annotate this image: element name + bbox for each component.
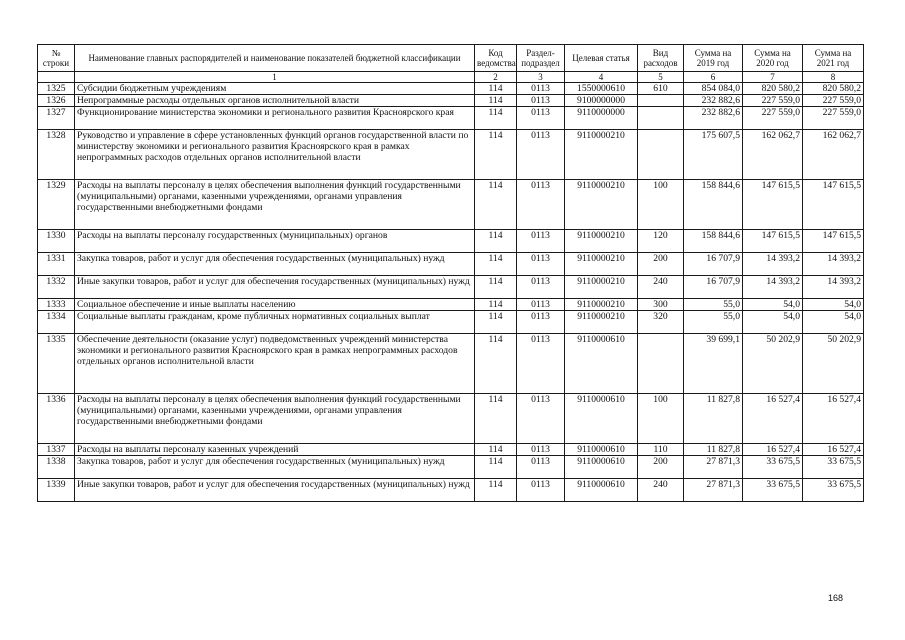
row-sum-2020: 227 559,0: [743, 95, 803, 107]
header-expense-type: Вид расходов: [638, 45, 684, 72]
row-target-article: 9110000210: [565, 230, 638, 253]
row-department-code: 114: [475, 444, 517, 456]
row-target-article: 9110000210: [565, 180, 638, 230]
row-name: Социальные выплаты гражданам, кроме публичных нормативных социальных выплат: [75, 311, 475, 334]
row-sum-2021: 54,0: [803, 311, 864, 334]
row-target-article: 9110000210: [565, 253, 638, 276]
column-number: [38, 72, 75, 83]
table-row: [38, 444, 864, 456]
row-sum-2020: 16 527,4: [743, 394, 803, 444]
row-number: 1338: [38, 456, 75, 479]
row-expense-type: [638, 130, 684, 180]
table-row: [38, 180, 864, 230]
row-sum-2020: 162 062,7: [743, 130, 803, 180]
row-target-article: 9100000000: [565, 95, 638, 107]
row-number: 1328: [38, 130, 75, 180]
row-sum-2019: 11 827,8: [684, 444, 743, 456]
row-sum-2020: 16 527,4: [743, 444, 803, 456]
table-row: [38, 83, 864, 95]
row-sum-2019: 16 707,9: [684, 253, 743, 276]
table-row: [38, 456, 864, 479]
row-department-code: 114: [475, 479, 517, 502]
row-expense-type: 320: [638, 311, 684, 334]
row-sum-2020: 227 559,0: [743, 107, 803, 130]
row-section: 0113: [517, 311, 565, 334]
header-sum-2021: Сумма на 2021 год: [803, 45, 864, 72]
row-name: Социальное обеспечение и иные выплаты населению: [75, 299, 475, 311]
row-target-article: 9110000210: [565, 311, 638, 334]
row-expense-type: [638, 334, 684, 394]
row-expense-type: 240: [638, 276, 684, 299]
row-department-code: 114: [475, 95, 517, 107]
row-department-code: 114: [475, 276, 517, 299]
row-section: 0113: [517, 479, 565, 502]
row-number: 1336: [38, 394, 75, 444]
row-section: 0113: [517, 95, 565, 107]
row-number: 1325: [38, 83, 75, 95]
row-number: 1335: [38, 334, 75, 394]
row-sum-2020: 50 202,9: [743, 334, 803, 394]
row-number: 1326: [38, 95, 75, 107]
row-expense-type: 240: [638, 479, 684, 502]
row-sum-2019: 11 827,8: [684, 394, 743, 444]
row-department-code: 114: [475, 311, 517, 334]
row-name: Расходы на выплаты персоналу казенных учреждений: [75, 444, 475, 456]
row-sum-2021: 33 675,5: [803, 479, 864, 502]
header-sum-2020: Сумма на 2020 год: [743, 45, 803, 72]
row-target-article: 9110000610: [565, 444, 638, 456]
table-row: [38, 95, 864, 107]
row-sum-2019: 27 871,3: [684, 456, 743, 479]
table-row: [38, 299, 864, 311]
table-row: [38, 130, 864, 180]
row-expense-type: 110: [638, 444, 684, 456]
row-number: 1330: [38, 230, 75, 253]
row-sum-2019: 27 871,3: [684, 479, 743, 502]
header-row-number: № строки: [38, 45, 75, 72]
header-name: Наименование главных распорядителей и наименование показателей бюджетной классификации: [75, 45, 475, 72]
row-number: 1329: [38, 180, 75, 230]
row-name: Расходы на выплаты персоналу в целях обеспечения выполнения функций государственными (муниципальными) органами, казенными учреждениями, органами управления государственными внебюджетными фондами: [75, 180, 475, 230]
row-section: 0113: [517, 253, 565, 276]
row-number: 1334: [38, 311, 75, 334]
row-number: 1339: [38, 479, 75, 502]
row-number: 1331: [38, 253, 75, 276]
row-sum-2019: 16 707,9: [684, 276, 743, 299]
row-sum-2019: 232 882,6: [684, 95, 743, 107]
row-section: 0113: [517, 394, 565, 444]
row-sum-2020: 147 615,5: [743, 230, 803, 253]
row-sum-2021: 227 559,0: [803, 95, 864, 107]
page-number: 168: [828, 593, 844, 603]
table-row: [38, 311, 864, 334]
row-name: Руководство и управление в сфере установленных функций органов государственной власти по министерству экономики и регионального развития Красноярского края в рамках непрограммных расходов отдельных органов исполнительной власти: [75, 130, 475, 180]
row-sum-2021: 14 393,2: [803, 253, 864, 276]
table-row: [38, 394, 864, 444]
row-department-code: 114: [475, 253, 517, 276]
row-target-article: 9110000210: [565, 130, 638, 180]
row-sum-2021: 162 062,7: [803, 130, 864, 180]
row-sum-2019: 55,0: [684, 311, 743, 334]
header-department-code: Код ведомства: [475, 45, 517, 72]
table-row: [38, 253, 864, 276]
row-sum-2019: 158 844,6: [684, 230, 743, 253]
row-sum-2020: 820 580,2: [743, 83, 803, 95]
budget-table: [37, 44, 864, 502]
row-section: 0113: [517, 334, 565, 394]
row-number: 1333: [38, 299, 75, 311]
row-name: Непрограммные расходы отдельных органов исполнительной власти: [75, 95, 475, 107]
row-section: 0113: [517, 456, 565, 479]
row-sum-2020: 54,0: [743, 311, 803, 334]
row-sum-2019: 158 844,6: [684, 180, 743, 230]
header-section: Раздел-подраздел: [517, 45, 565, 72]
row-sum-2020: 54,0: [743, 299, 803, 311]
table-row: [38, 276, 864, 299]
table-header-row: [38, 45, 864, 72]
row-expense-type: 610: [638, 83, 684, 95]
row-sum-2020: 33 675,5: [743, 456, 803, 479]
row-sum-2019: 232 882,6: [684, 107, 743, 130]
row-name: Субсидии бюджетным учреждениям: [75, 83, 475, 95]
column-number: 6: [684, 72, 743, 83]
row-sum-2019: 39 699,1: [684, 334, 743, 394]
row-department-code: 114: [475, 230, 517, 253]
table-row: [38, 334, 864, 394]
row-department-code: 114: [475, 299, 517, 311]
row-sum-2021: 14 393,2: [803, 276, 864, 299]
row-target-article: 9110000610: [565, 479, 638, 502]
row-department-code: 114: [475, 130, 517, 180]
column-number: 3: [517, 72, 565, 83]
row-sum-2019: 854 084,0: [684, 83, 743, 95]
column-number: 2: [475, 72, 517, 83]
row-section: 0113: [517, 130, 565, 180]
row-sum-2021: 16 527,4: [803, 394, 864, 444]
header-sum-2019: Сумма на 2019 год: [684, 45, 743, 72]
column-number: 8: [803, 72, 864, 83]
row-sum-2020: 14 393,2: [743, 276, 803, 299]
row-name: Функционирование министерства экономики и регионального развития Красноярского края: [75, 107, 475, 130]
row-section: 0113: [517, 276, 565, 299]
row-name: Расходы на выплаты персоналу государственных (муниципальных) органов: [75, 230, 475, 253]
row-sum-2020: 33 675,5: [743, 479, 803, 502]
row-section: 0113: [517, 107, 565, 130]
row-expense-type: [638, 107, 684, 130]
row-sum-2021: 50 202,9: [803, 334, 864, 394]
row-name: Закупка товаров, работ и услуг для обеспечения государственных (муниципальных) нужд: [75, 253, 475, 276]
row-sum-2019: 55,0: [684, 299, 743, 311]
row-expense-type: 300: [638, 299, 684, 311]
row-expense-type: 200: [638, 253, 684, 276]
row-sum-2020: 147 615,5: [743, 180, 803, 230]
row-target-article: 1550000610: [565, 83, 638, 95]
row-expense-type: 100: [638, 394, 684, 444]
row-name: Обеспечение деятельности (оказание услуг) подведомственных учреждений министерства экономики и регионального развития Красноярского края в рамках непрограммных расходов отдельных органов исполнительной власти: [75, 334, 475, 394]
row-department-code: 114: [475, 83, 517, 95]
row-sum-2019: 175 607,5: [684, 130, 743, 180]
row-sum-2021: 227 559,0: [803, 107, 864, 130]
row-sum-2021: 16 527,4: [803, 444, 864, 456]
table-row: [38, 107, 864, 130]
row-department-code: 114: [475, 456, 517, 479]
column-number: 7: [743, 72, 803, 83]
column-number: 1: [75, 72, 475, 83]
row-expense-type: 100: [638, 180, 684, 230]
row-number: 1337: [38, 444, 75, 456]
row-name: Расходы на выплаты персоналу в целях обеспечения выполнения функций государственными (муниципальными) органами, казенными учреждениями, органами управления государственными внебюджетными фондами: [75, 394, 475, 444]
column-number-row: [38, 72, 864, 83]
row-target-article: 9110000610: [565, 334, 638, 394]
row-number: 1327: [38, 107, 75, 130]
row-sum-2021: 54,0: [803, 299, 864, 311]
row-name: Закупка товаров, работ и услуг для обеспечения государственных (муниципальных) нужд: [75, 456, 475, 479]
row-sum-2020: 14 393,2: [743, 253, 803, 276]
row-sum-2021: 147 615,5: [803, 230, 864, 253]
row-section: 0113: [517, 230, 565, 253]
row-number: 1332: [38, 276, 75, 299]
row-name: Иные закупки товаров, работ и услуг для обеспечения государственных (муниципальных) нужд: [75, 479, 475, 502]
header-target-article: Целевая статья: [565, 45, 638, 72]
row-target-article: 9110000210: [565, 299, 638, 311]
column-number: 5: [638, 72, 684, 83]
row-target-article: 9110000610: [565, 456, 638, 479]
row-expense-type: [638, 95, 684, 107]
row-department-code: 114: [475, 107, 517, 130]
row-section: 0113: [517, 180, 565, 230]
table-row: [38, 230, 864, 253]
row-department-code: 114: [475, 394, 517, 444]
row-target-article: 9110000610: [565, 394, 638, 444]
row-target-article: 9110000210: [565, 276, 638, 299]
row-sum-2021: 147 615,5: [803, 180, 864, 230]
row-section: 0113: [517, 444, 565, 456]
row-name: Иные закупки товаров, работ и услуг для обеспечения государственных (муниципальных) нужд: [75, 276, 475, 299]
row-sum-2021: 820 580,2: [803, 83, 864, 95]
column-number: 4: [565, 72, 638, 83]
row-section: 0113: [517, 299, 565, 311]
row-sum-2021: 33 675,5: [803, 456, 864, 479]
row-department-code: 114: [475, 180, 517, 230]
row-expense-type: 200: [638, 456, 684, 479]
row-department-code: 114: [475, 334, 517, 394]
row-expense-type: 120: [638, 230, 684, 253]
row-target-article: 9110000000: [565, 107, 638, 130]
table-row: [38, 479, 864, 502]
row-section: 0113: [517, 83, 565, 95]
